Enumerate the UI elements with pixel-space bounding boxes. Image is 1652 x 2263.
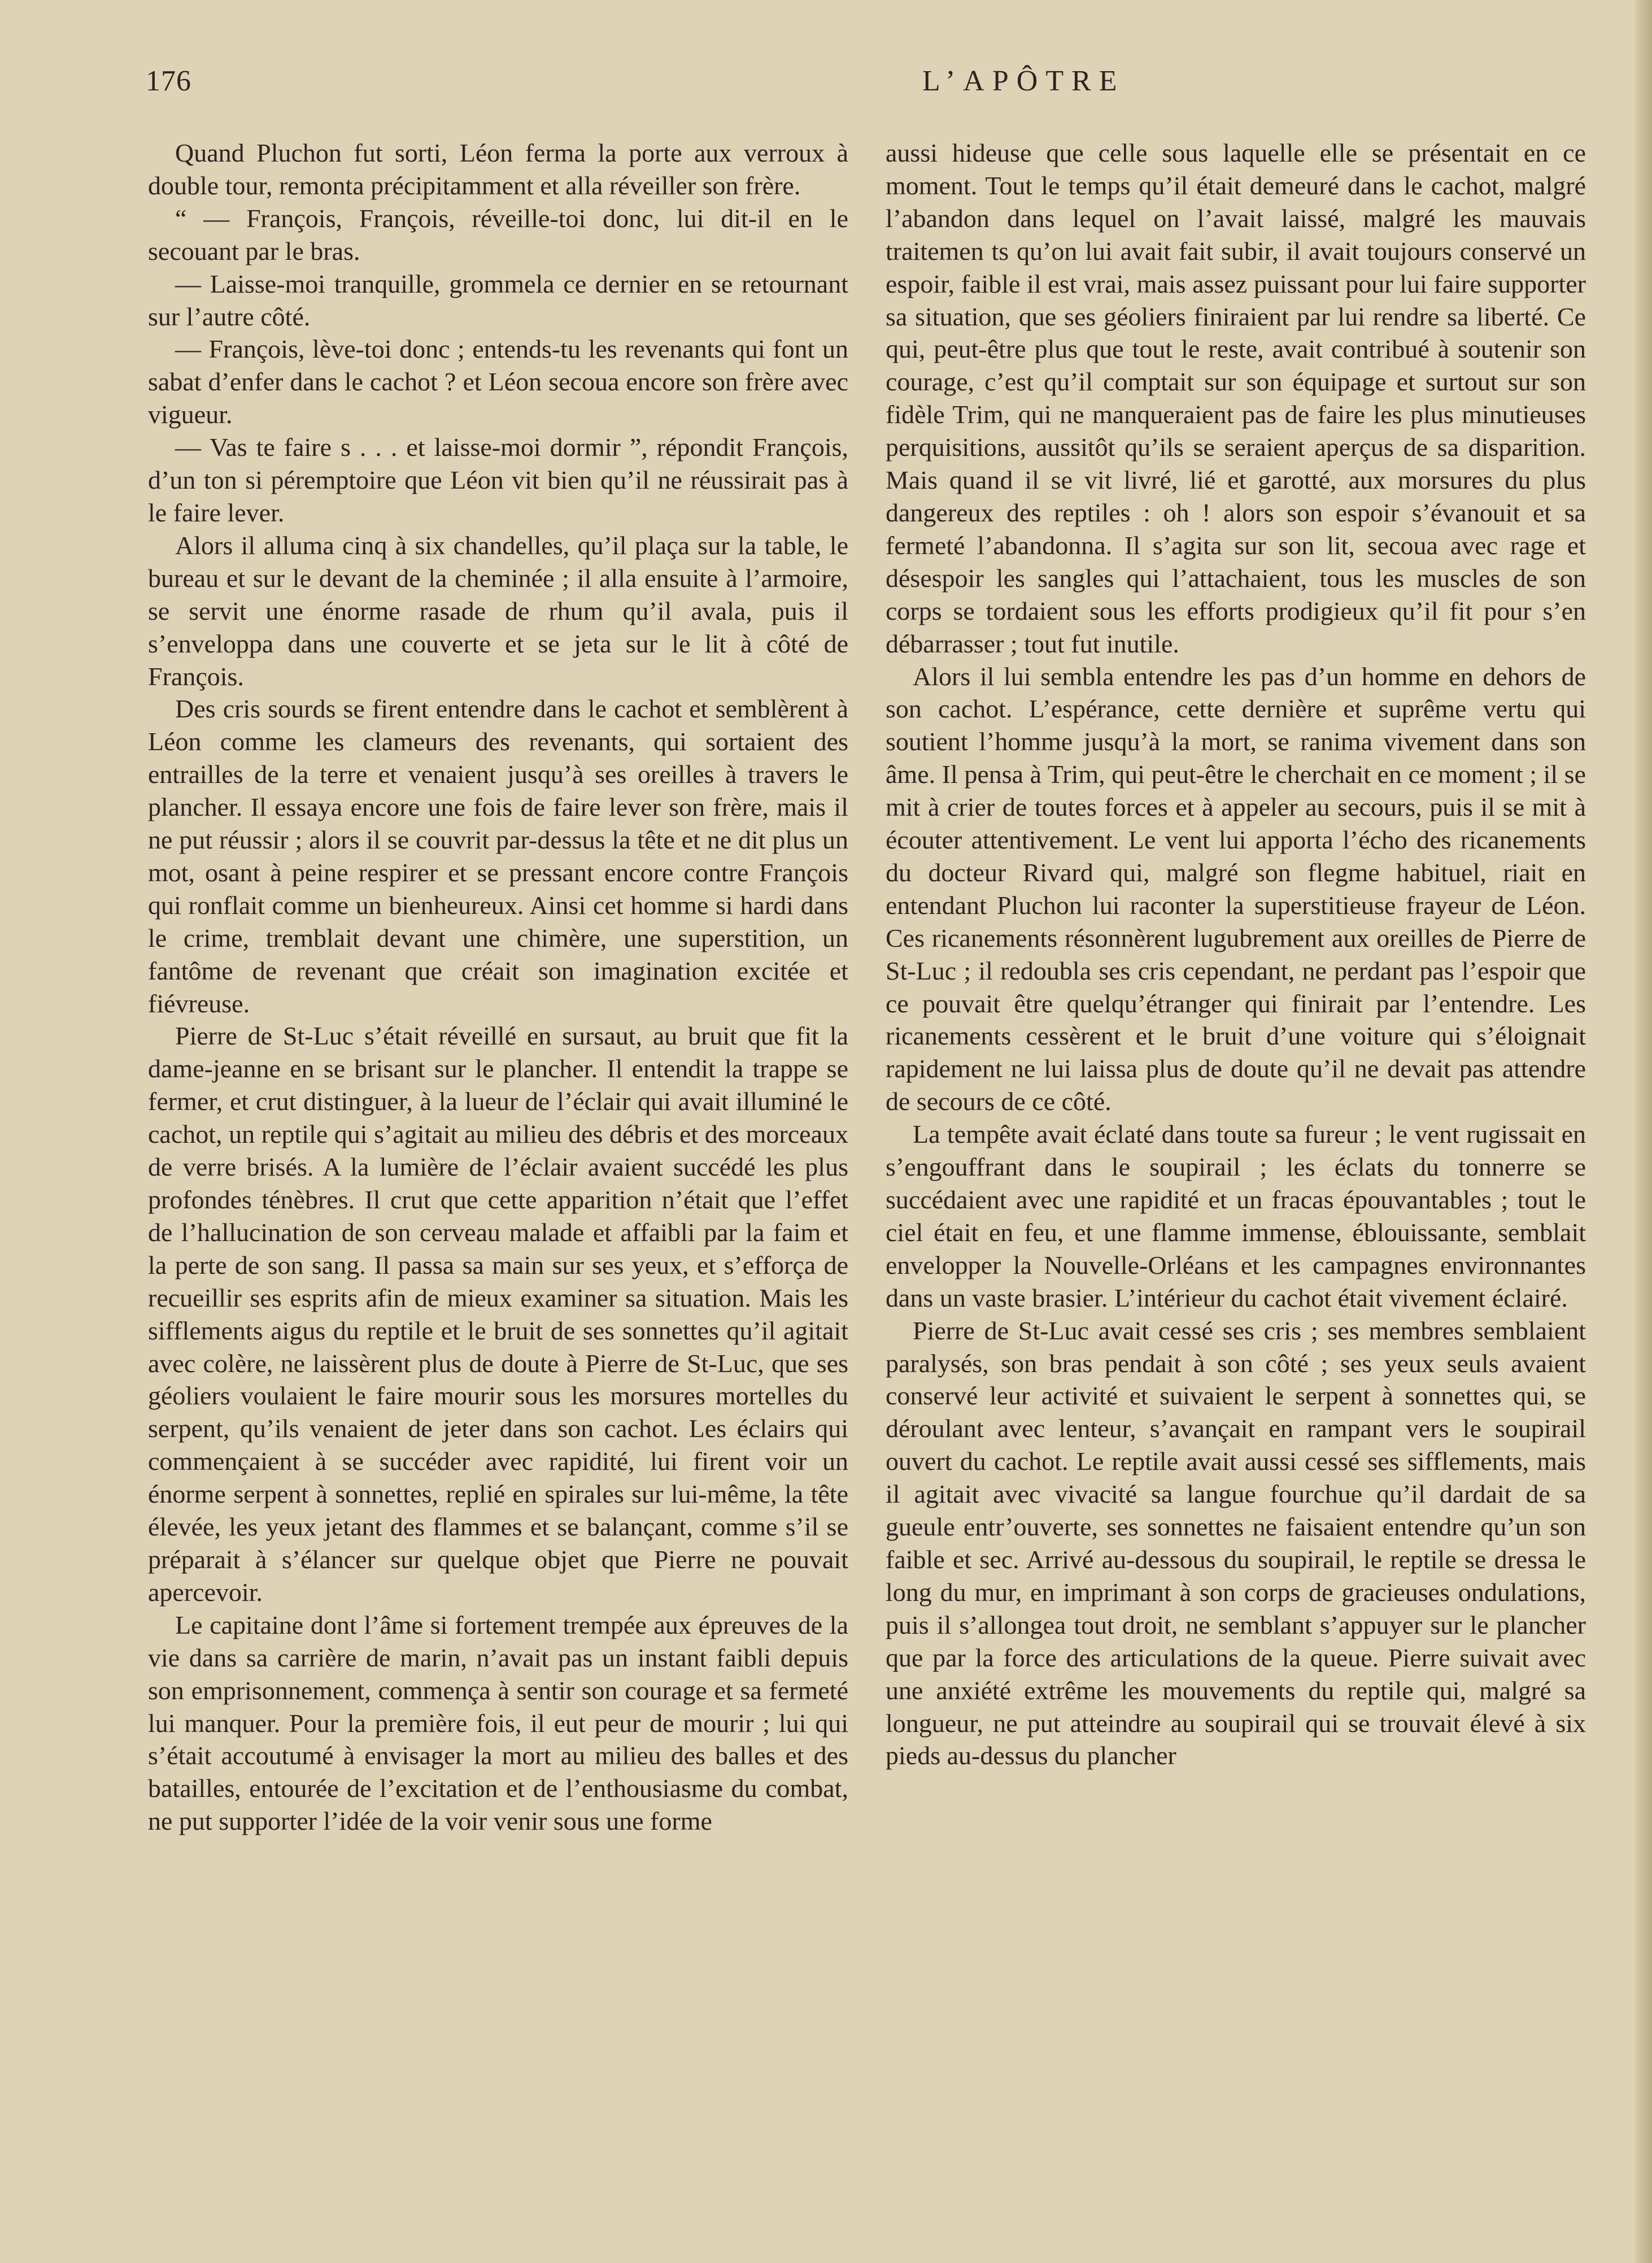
page-header [146,59,1611,104]
left-text-column [148,137,848,1838]
paragraph: — Laisse-moi tranquille, grommela ce dernier en se retournant sur l’autre côté. [148,269,848,331]
paragraph: Pierre de St-Luc avait cessé ses cris ; ses membres semblaient paralysés, son bras pendait à son côté ; ses yeux seuls avaient conservé leur activité et suivaient le serpent à sonnettes qui, se déroulant avec lenteur, s’avançait en rampant vers le soupirail ouvert du cachot. Le reptile avait aussi cessé ses sifflements, mais il agitait avec vivacité sa langue fourchue qu’il dardait de sa gueule entr’ouverte, ses sonnettes ne faisaient entendre qu’un son faible et sec. Arrivé au-dessous du soupirail, le reptile se dressa le long du mur, en imprimant à son corps de gracieuses ondulations, puis il s’allongea tout droit, ne semblant s’appuyer sur le plancher que par la force des articulations de la queue. Pierre suivait avec une anxiété extrême les mouvements du reptile qui, malgré sa longueur, ne put atteindre au soupirail qui se trouvait élevé à six pieds au-dessus du plancher [886,1316,1586,1770]
paragraph: Pierre de St-Luc s’était réveillé en sursaut, au bruit que fit la dame-jeanne en se brisant sur le plancher. Il entendit la trappe se fermer, et crut distinguer, à la lueur de l’éclair qui avait illuminé le cachot, un reptile qui s’agitait au milieu des débris et des morceaux de verre brisés. A la lumière de l’éclair avaient succédé les plus profondes ténèbres. Il crut que cette apparition n’était que l’effet de l’hallucination de son cerveau malade et affaibli par la faim et la perte de son sang. Il passa sa main sur ses yeux, et s’efforça de recueillir ses esprits afin de mieux examiner sa situation. Mais les sifflements aigus du reptile et le bruit de ses sonnettes qu’il agitait avec colère, ne laissèrent plus de doute à Pierre de St-Luc, que ses géoliers voulaient le faire mourir sous les morsures mortelles du serpent, qu’ils venaient de jeter dans son cachot. Les éclairs qui commençaient à se succéder avec rapidité, lui firent voir un énorme serpent à sonnettes, replié en spirales sur lui-même, la tête élevée, les yeux jetant des flammes et se balançant, comme s’il se préparait à s’élancer sur quelque objet que Pierre ne pouvait apercevoir. [148,1021,848,1607]
paragraph: — François, lève-toi donc ; entends-tu les revenants qui font un sabat d’enfer dans le cachot ? et Léon secoua encore son frère avec vigueur. [148,334,848,429]
paragraph: Alors il lui sembla entendre les pas d’un homme en dehors de son cachot. L’espérance, cette dernière et suprême vertu qui soutient l’homme jusqu’à la mort, se ranima vivement dans son âme. Il pensa à Trim, qui peut-être le cherchait en ce moment ; il se mit à crier de toutes forces et à appeler au secours, puis il se mit à écouter attentivement. Le vent lui apporta l’écho des ricanements du docteur Rivard qui, malgré son flegme habituel, riait en entendant Pluchon lui raconter la superstitieuse frayeur de Léon. Ces ricanements résonnèrent lugubrement aux oreilles de Pierre de St-Luc ; il redoubla ses cris cependant, ne perdant pas l’espoir que ce pouvait être quelqu’étranger qui finirait par l’entendre. Les ricanements cessèrent et le bruit d’une voiture qui s’éloignait rapidement ne lui laissa plus de doute qu’il ne devait pas attendre de secours de ce côté. [886,662,1586,1116]
paragraph: Le capitaine dont l’âme si fortement trempée aux épreuves de la vie dans sa carrière de marin, n’avait pas un instant faibli depuis son emprisonnement, commença à sentir son courage et sa fermeté lui manquer. Pour la première fois, il eut peur de mourir ; lui qui s’était accoutumé à envisager la mort au milieu des balles et des batailles, entourée de l’excitation et de l’enthousiasme du combat, ne put supporter l’idée de la voir venir sous une forme [148,1610,848,1836]
paragraph: La tempête avait éclaté dans toute sa fureur ; le vent rugissait en s’engouffrant dans le soupirail ; les éclats du tonnerre se succédaient avec une rapidité et un fracas épouvantables ; tout le ciel était en feu, et une flamme immense, éblouissante, semblait envelopper la Nouvelle-Orléans et les campagnes environnantes dans un vaste brasier. L’intérieur du cachot était vivement éclairé. [886,1120,1586,1312]
paragraph: Quand Pluchon fut sorti, Léon ferma la porte aux verroux à double tour, remonta précipitamment et alla réveiller son frère. [148,138,848,200]
paragraph: Alors il alluma cinq à six chandelles, qu’il plaça sur la table, le bureau et sur le devant de la cheminée ; il alla ensuite à l’armoire, se servit une énorme rasade de rhum qu’il avala, puis il s’enveloppa dans une couverte et se jeta sur le lit à côté de François. [148,530,848,691]
paragraph: — Vas te faire s . . . et laisse-moi dormir ”, répondit François, d’un ton si péremptoire que Léon vit bien qu’il ne réussirait pas à le faire lever. [148,433,848,527]
running-title: L’APÔTRE [922,65,1125,97]
page-edge-shadow [1635,0,1652,2263]
paragraph-continuation: aussi hideuse que celle sous laquelle elle se présentait en ce moment. Tout le temps qu’il était demeuré dans le cachot, malgré l’abandon dans lequel on l’avait laissé, malgré les mauvais traitemen ts qu’on lui avait fait subir, il avait toujours conservé un espoir, faible il est vrai, mais assez puissant pour lui faire supporter sa situation, que ses géoliers finiraient par lui rendre sa liberté. Ce qui, peut-être plus que tout le reste, avait contribué à soutenir son courage, c’est qu’il comptait sur son équipage et surtout sur son fidèle Trim, qui ne manqueraient pas de faire les plus minutieuses perquisitions, aussitôt qu’ils se seraient aperçus de sa disparition. Mais quand il se vit livré, lié et garotté, aux morsures du plus dangereux des reptiles : oh ! alors son espoir s’évanouit et sa fermeté l’abandonna. Il s’agita sur son lit, secoua avec rage et désespoir les sangles qui l’attachaient, tous les muscles de son corps se tordaient sous les efforts prodigieux qu’il fit pour s’en débarrasser ; tout fut inutile. [886,138,1586,658]
right-text-column [886,137,1586,1772]
page-number: 176 [146,65,191,97]
paragraph: Des cris sourds se firent entendre dans le cachot et semblèrent à Léon comme les clameurs des revenants, qui sortaient des entrailles de la terre et venaient jusqu’à ses oreilles à travers le plancher. Il essaya encore une fois de faire lever son frère, mais il ne put réussir ; alors il se couvrit par-dessus la tête et ne dit plus un mot, osant à peine respirer et se pressant encore contre François qui ronflait comme un bienheureux. Ainsi cet homme si hardi dans le crime, tremblait devant une chimère, une superstition, un fantôme de revenant que créait son imagination excitée et fiévreuse. [148,694,848,1018]
paragraph: “ — François, François, réveille-toi donc, lui dit-il en le secouant par le bras. [148,203,848,266]
